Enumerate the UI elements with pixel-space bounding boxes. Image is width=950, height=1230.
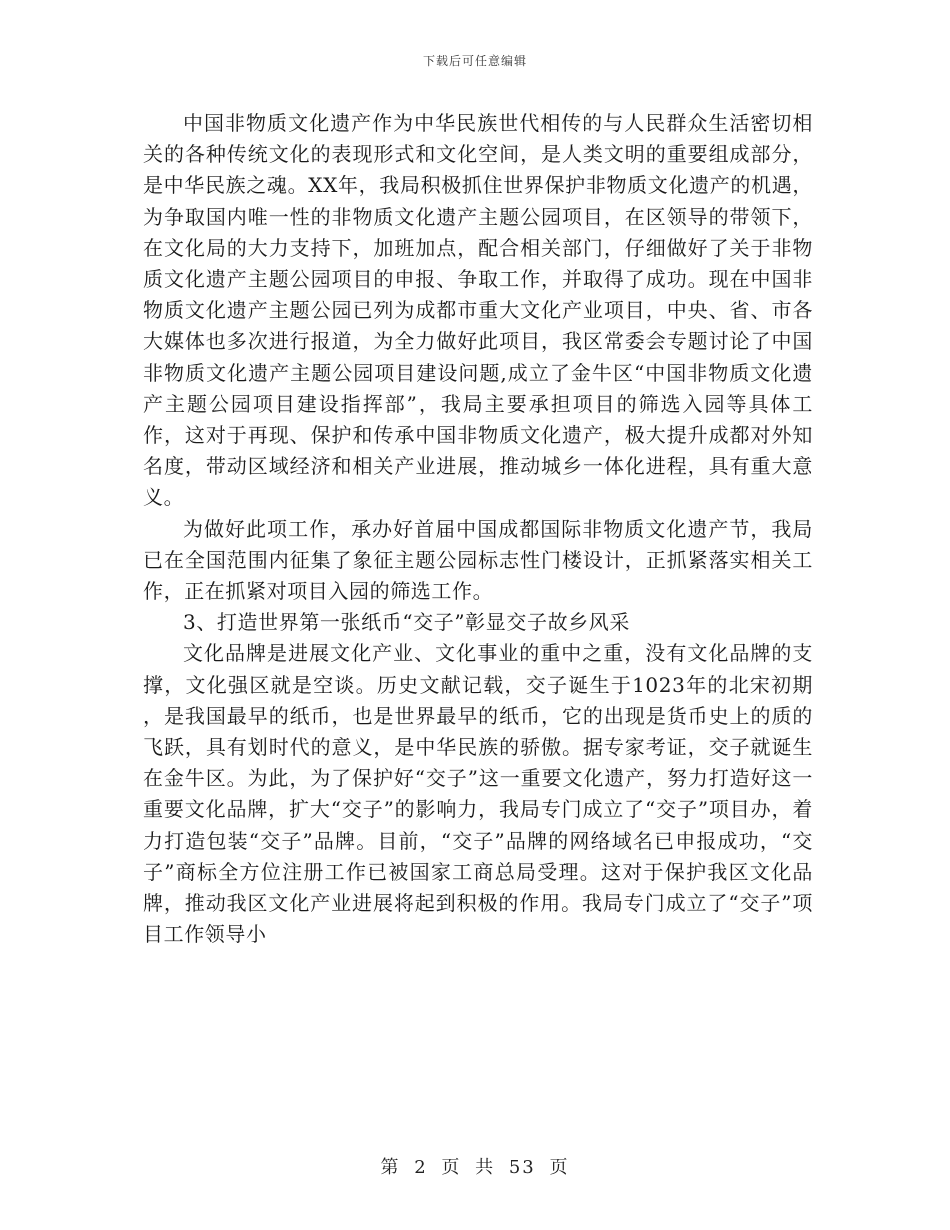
page-header: 下载后可任意编辑 bbox=[422, 54, 527, 68]
paragraph-jiaozi-brand: 文化品牌是进展文化产业、文化事业的重中之重，没有文化品牌的支撑，文化强区就是空谈。历史文献记载，交子诞生于1023年的北宋初期 ，是我国最早的纸币，也是世界最早的纸币，它的出现是货币史上的质的飞跃，具有划时代的意义，是中华民族的骄傲。据专家考证，交子就诞生在金牛区。为此，为了保护好“交子”这一重要文化遗产，努力打造好这一重要文化品牌，扩大“交子”的影响力，我局专门成立了“交子”项目办，着力打造包装“交子”品牌。目前，“交子”品牌的网络域名已申报成功，“交子”商标全方位注册工作已被国家工商总局受理。这对于保护我区文化品牌，推动我区文化产业进展将起到积极的作用。我局专门成立了“交子”项目工作领导小 bbox=[143, 641, 813, 947]
paragraph-heritage-park: 中国非物质文化遗产作为中华民族世代相传的与人民群众生活密切相关的各种传统文化的表现形式和文化空间，是人类文明的重要组成部分，是中华民族之魂。XX年，我局积极抓住世界保护非物质文化遗产的机遇，为争取国内唯一性的非物质文化遗产主题公园项目，在区领导的带领下，在文化局的大力支持下，加班加点，配合相关部门，仔细做好了关于非物质文化遗产主题公园项目的申报、争取工作，并取得了成功。现在中国非物质文化遗产主题公园已列为成都市重大文化产业项目，中央、省、市各大媒体也多次进行报道，为全力做好此项目，我区常委会专题讨论了中国非物质文化遗产主题公园项目建设问题,成立了金牛区“中国非物质文化遗产主题公园项目建设指挥部”，我局主要承担项目的筛选入园等具体工作，这对于再现、保护和传承中国非物质文化遗产，极大提升成都对外知名度，带动区域经济和相关产业进展，推动城乡一体化进程，具有重大意义。 bbox=[143, 111, 813, 510]
section-heading-jiaozi: 3、打造世界第一张纸币“交子”彰显交子故乡风采 bbox=[183, 610, 630, 635]
paragraph-festival: 为做好此项工作，承办好首届中国成都国际非物质文化遗产节，我局已在全国范围内征集了象征主题公园标志性门楼设计，正抓紧落实相关工作，正在抓紧对项目入园的筛选工作。 bbox=[143, 516, 813, 604]
page-footer: 第 2 页 共 53 页 bbox=[380, 1157, 570, 1178]
document-body bbox=[143, 108, 813, 950]
